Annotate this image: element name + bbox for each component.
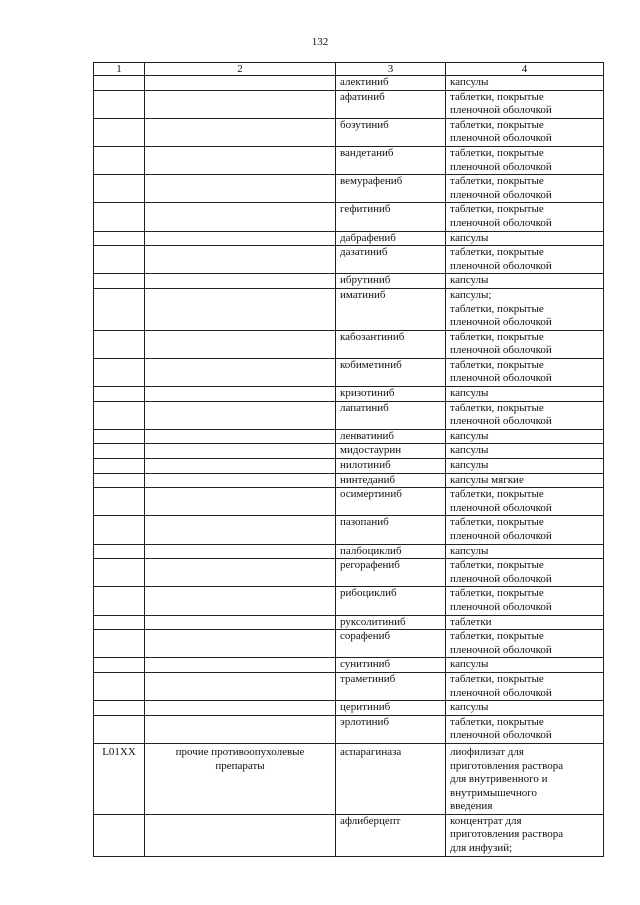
table-row xyxy=(94,274,604,289)
drug-name-cell: палбоциклиб xyxy=(336,544,446,559)
drug-name-cell: афлиберцепт xyxy=(336,814,446,856)
atc-code-cell xyxy=(94,701,145,716)
pharmacological-group-cell xyxy=(145,246,336,274)
dosage-form-cell: капсулы xyxy=(446,387,604,402)
atc-code-cell xyxy=(94,814,145,856)
atc-code-cell xyxy=(94,658,145,673)
table-row xyxy=(94,559,604,587)
drug-name-cell: аспарагиназа xyxy=(336,743,446,814)
table-row xyxy=(94,358,604,386)
drug-name-cell: траметиниб xyxy=(336,672,446,700)
drug-name-cell: афатиниб xyxy=(336,90,446,118)
drug-name-cell: дазатиниб xyxy=(336,246,446,274)
dosage-form-cell: таблетки, покрытые пленочной оболочкой xyxy=(446,401,604,429)
drug-name-cell: иматиниб xyxy=(336,288,446,330)
pharmacological-group-cell xyxy=(145,203,336,231)
dosage-form-cell: таблетки, покрытые пленочной оболочкой xyxy=(446,203,604,231)
dosage-form-cell: капсулы xyxy=(446,76,604,91)
drug-name-cell: эрлотиниб xyxy=(336,715,446,743)
dosage-form-cell: таблетки, покрытые пленочной оболочкой xyxy=(446,146,604,174)
table-body xyxy=(94,76,604,857)
pharmacological-group-cell xyxy=(145,615,336,630)
table-row xyxy=(94,459,604,474)
atc-code-cell xyxy=(94,459,145,474)
table-row xyxy=(94,544,604,559)
atc-code-cell xyxy=(94,90,145,118)
pharmacological-group-cell xyxy=(145,76,336,91)
atc-code-cell xyxy=(94,672,145,700)
pharmacological-group-cell xyxy=(145,231,336,246)
pharmacological-group-cell xyxy=(145,118,336,146)
atc-code-cell xyxy=(94,288,145,330)
dosage-form-cell: капсулы xyxy=(446,701,604,716)
drug-name-cell: алектиниб xyxy=(336,76,446,91)
atc-code-cell xyxy=(94,488,145,516)
drug-name-cell: кризотиниб xyxy=(336,387,446,402)
drug-name-cell: ленватиниб xyxy=(336,429,446,444)
dosage-form-cell: таблетки, покрытые пленочной оболочкой xyxy=(446,90,604,118)
dosage-form-cell: капсулы xyxy=(446,658,604,673)
drug-name-cell: рибоциклиб xyxy=(336,587,446,615)
drug-name-cell: регорафениб xyxy=(336,559,446,587)
table-row xyxy=(94,203,604,231)
table-row xyxy=(94,473,604,488)
dosage-form-cell: таблетки, покрытые пленочной оболочкой xyxy=(446,330,604,358)
drug-name-cell: кабозантиниб xyxy=(336,330,446,358)
pharmacological-group-cell xyxy=(145,516,336,544)
column-header-2: 2 xyxy=(145,63,336,76)
pharmacological-group-cell xyxy=(145,444,336,459)
table-row xyxy=(94,90,604,118)
pharmacological-group-cell xyxy=(145,429,336,444)
atc-code-cell xyxy=(94,587,145,615)
dosage-form-cell: таблетки, покрытые пленочной оболочкой xyxy=(446,246,604,274)
pharmacological-group-cell xyxy=(145,559,336,587)
atc-code-cell: L01XX xyxy=(94,743,145,814)
drug-name-cell: мидостаурин xyxy=(336,444,446,459)
atc-code-cell xyxy=(94,358,145,386)
pharmacological-group-cell xyxy=(145,459,336,474)
pharmacological-group-cell xyxy=(145,175,336,203)
atc-code-cell xyxy=(94,231,145,246)
drug-name-cell: бозутиниб xyxy=(336,118,446,146)
table-row xyxy=(94,146,604,174)
atc-code-cell xyxy=(94,429,145,444)
table-row xyxy=(94,615,604,630)
drug-name-cell: вандетаниб xyxy=(336,146,446,174)
atc-code-cell xyxy=(94,118,145,146)
atc-code-cell xyxy=(94,246,145,274)
atc-code-cell xyxy=(94,175,145,203)
pharmacological-group-cell xyxy=(145,358,336,386)
table-row xyxy=(94,587,604,615)
pharmacological-group-cell xyxy=(145,715,336,743)
table-row xyxy=(94,288,604,330)
table-row xyxy=(94,444,604,459)
atc-code-cell xyxy=(94,401,145,429)
drug-name-cell: вемурафениб xyxy=(336,175,446,203)
table-row xyxy=(94,429,604,444)
pharmacological-group-cell xyxy=(145,587,336,615)
table-row xyxy=(94,516,604,544)
drug-name-cell: сунитиниб xyxy=(336,658,446,673)
dosage-form-cell: таблетки, покрытые пленочной оболочкой xyxy=(446,175,604,203)
pharmacological-group-cell xyxy=(145,488,336,516)
atc-code-cell xyxy=(94,715,145,743)
atc-code-cell xyxy=(94,544,145,559)
pharmacological-group-cell xyxy=(145,401,336,429)
drug-name-cell: руксолитиниб xyxy=(336,615,446,630)
dosage-form-cell: таблетки, покрытые пленочной оболочкой xyxy=(446,587,604,615)
dosage-form-cell: капсулы xyxy=(446,444,604,459)
dosage-form-cell: капсулы xyxy=(446,274,604,289)
column-header-4: 4 xyxy=(446,63,604,76)
table-row xyxy=(94,630,604,658)
medication-table xyxy=(93,62,604,857)
pharmacological-group-cell xyxy=(145,387,336,402)
pharmacological-group-cell xyxy=(145,146,336,174)
column-header-3: 3 xyxy=(336,63,446,76)
table-row xyxy=(94,715,604,743)
dosage-form-cell: таблетки, покрытые пленочной оболочкой xyxy=(446,559,604,587)
drug-name-cell: нилотиниб xyxy=(336,459,446,474)
table-row xyxy=(94,175,604,203)
drug-name-cell: пазопаниб xyxy=(336,516,446,544)
dosage-form-cell: капсулы xyxy=(446,459,604,474)
pharmacological-group-cell xyxy=(145,630,336,658)
atc-code-cell xyxy=(94,516,145,544)
dosage-form-cell: таблетки, покрытые пленочной оболочкой xyxy=(446,672,604,700)
dosage-form-cell: капсулы; таблетки, покрытые пленочной оболочкой xyxy=(446,288,604,330)
pharmacological-group-cell xyxy=(145,658,336,673)
atc-code-cell xyxy=(94,630,145,658)
atc-code-cell xyxy=(94,473,145,488)
table-row xyxy=(94,401,604,429)
dosage-form-cell: лиофилизат для приготовления раствора для внутривенного и внутримышечного введения xyxy=(446,743,604,814)
dosage-form-cell: капсулы мягкие xyxy=(446,473,604,488)
drug-name-cell: осимертиниб xyxy=(336,488,446,516)
dosage-form-cell: таблетки, покрытые пленочной оболочкой xyxy=(446,630,604,658)
column-number-row xyxy=(94,63,604,76)
drug-name-cell: дабрафениб xyxy=(336,231,446,246)
table-row xyxy=(94,387,604,402)
table-row xyxy=(94,330,604,358)
table-row xyxy=(94,76,604,91)
atc-code-cell xyxy=(94,203,145,231)
pharmacological-group-cell xyxy=(145,330,336,358)
dosage-form-cell: капсулы xyxy=(446,231,604,246)
pharmacological-group-cell: прочие противоопухолевые препараты xyxy=(145,743,336,814)
dosage-form-cell: капсулы xyxy=(446,544,604,559)
table-row xyxy=(94,118,604,146)
atc-code-cell xyxy=(94,444,145,459)
table-row xyxy=(94,246,604,274)
drug-name-cell: гефитиниб xyxy=(336,203,446,231)
drug-name-cell: лапатиниб xyxy=(336,401,446,429)
drug-name-cell: церитиниб xyxy=(336,701,446,716)
atc-code-cell xyxy=(94,559,145,587)
table-row xyxy=(94,488,604,516)
pharmacological-group-cell xyxy=(145,274,336,289)
dosage-form-cell: таблетки, покрытые пленочной оболочкой xyxy=(446,358,604,386)
pharmacological-group-cell xyxy=(145,701,336,716)
table-row xyxy=(94,814,604,856)
table-row xyxy=(94,701,604,716)
drug-name-cell: кобиметиниб xyxy=(336,358,446,386)
atc-code-cell xyxy=(94,146,145,174)
table-row xyxy=(94,658,604,673)
dosage-form-cell: таблетки xyxy=(446,615,604,630)
atc-code-cell xyxy=(94,76,145,91)
table-row xyxy=(94,743,604,814)
atc-code-cell xyxy=(94,330,145,358)
dosage-form-cell: капсулы xyxy=(446,429,604,444)
drug-name-cell: нинтеданиб xyxy=(336,473,446,488)
pharmacological-group-cell xyxy=(145,288,336,330)
dosage-form-cell: концентрат для приготовления раствора для инфузий; xyxy=(446,814,604,856)
atc-code-cell xyxy=(94,387,145,402)
column-header-1: 1 xyxy=(94,63,145,76)
pharmacological-group-cell xyxy=(145,544,336,559)
drug-name-cell: ибрутиниб xyxy=(336,274,446,289)
pharmacological-group-cell xyxy=(145,473,336,488)
table-row xyxy=(94,231,604,246)
drug-name-cell: сорафениб xyxy=(336,630,446,658)
pharmacological-group-cell xyxy=(145,90,336,118)
dosage-form-cell: таблетки, покрытые пленочной оболочкой xyxy=(446,488,604,516)
dosage-form-cell: таблетки, покрытые пленочной оболочкой xyxy=(446,516,604,544)
page-number: 132 xyxy=(311,36,329,48)
pharmacological-group-cell xyxy=(145,814,336,856)
pharmacological-group-cell xyxy=(145,672,336,700)
dosage-form-cell: таблетки, покрытые пленочной оболочкой xyxy=(446,118,604,146)
atc-code-cell xyxy=(94,274,145,289)
table-row xyxy=(94,672,604,700)
atc-code-cell xyxy=(94,615,145,630)
dosage-form-cell: таблетки, покрытые пленочной оболочкой xyxy=(446,715,604,743)
